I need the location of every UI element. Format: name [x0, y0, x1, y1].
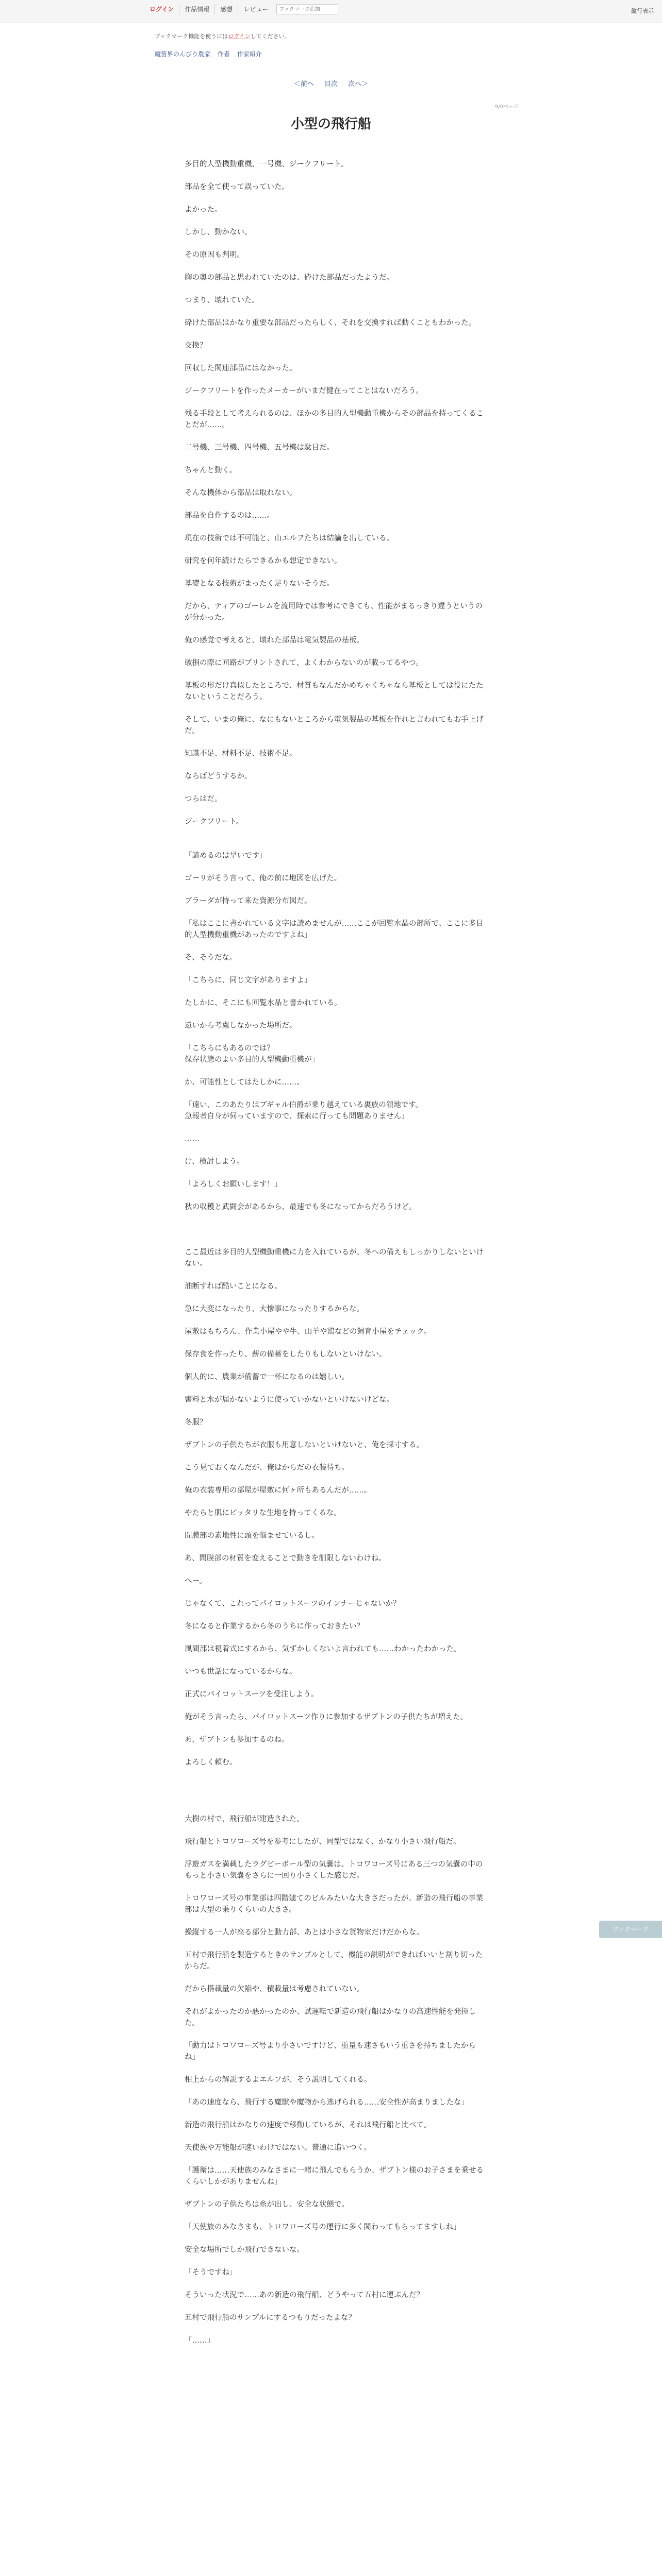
body-paragraph: 飛行船とトロワローズ号を参考にしたが、同型ではなく、かなり小さい飛行船だ。: [185, 1838, 461, 1846]
series-breadcrumb: [155, 49, 267, 58]
body-paragraph: つまり、壊れていた。: [185, 296, 259, 304]
paragraph-gap: [185, 351, 484, 363]
body-paragraph: ここ最近は多目的人型機動重機に力を入れているが、冬への備えもしっかりしないといけない。: [185, 1248, 484, 1268]
vertical-display-link[interactable]: 縦行表示: [631, 8, 654, 14]
body-paragraph: 「遠い、このあたりはブギャル伯爵が乗り越えている裏族の領地です。 急報者自身が伺っていますので、探索に行っても問題ありません」: [185, 1101, 423, 1121]
paragraph-gap: [185, 1519, 484, 1530]
body-paragraph: 「護衛は……天使族のみなさまに一緒に飛んでもらうか、ザブトン様のお子さまを乗せるくらいしかがありませんね」: [185, 2166, 484, 2186]
body-paragraph: じゃなくて、これってパイロットスーツのインナーじゃないか？: [185, 1600, 401, 1608]
body-paragraph: 研究を何年続けたらできるかも想定できない。: [185, 557, 342, 565]
paragraph-gap: [185, 1677, 484, 1689]
paragraph-gap: [185, 2278, 484, 2290]
blank-line: [185, 1791, 484, 1802]
body-paragraph: 「こちらに、同じ文字がありますよ」: [185, 976, 312, 985]
body-paragraph: 個人的に、農業が備蓄で一杯になるのは嬉しい。: [185, 1373, 349, 1381]
author-profile-link[interactable]: 作家紹介: [237, 50, 262, 58]
paragraph-gap: [185, 1587, 484, 1598]
series-title-link[interactable]: 魔笛界のんびり農家: [155, 50, 211, 58]
paragraph-gap: [185, 1088, 484, 1099]
paragraph-gap: [185, 1315, 484, 1326]
paragraph-gap: [185, 2188, 484, 2199]
body-paragraph: 間膜部の素地性に頭を悩ませているし。: [185, 1532, 319, 1540]
paragraph-gap: [185, 2108, 484, 2120]
body-paragraph: 油断すれば酷いことになる。: [185, 1282, 282, 1291]
paragraph-gap: [185, 1825, 484, 1836]
paragraph-gap: [185, 907, 484, 918]
paragraph-gap: [185, 1700, 484, 1711]
paragraph-gap: [185, 1916, 484, 1927]
body-paragraph: 部品を全て使って誤っていた。: [185, 183, 289, 191]
body-paragraph: 風間部は視着式にするから、気ずかしくないよ言われても……わかったわかった。: [185, 1645, 461, 1653]
chapter-body: [185, 159, 484, 2358]
body-paragraph: そういった状況で……あの新造の飛行船、どうやって五村に運ぶんだ？: [185, 2291, 424, 2299]
bookmark-notice: [155, 32, 290, 40]
paragraph-gap: [185, 1269, 484, 1281]
paragraph-gap: [185, 1031, 484, 1043]
body-paragraph: 回収した関連部品にはなかった。: [185, 364, 297, 372]
bookmark-login-link[interactable]: ログイン: [228, 33, 251, 40]
paragraph-gap: [185, 669, 484, 680]
paragraph-gap: [185, 567, 484, 578]
body-paragraph: つらはだ。: [185, 795, 222, 803]
paragraph-gap: [185, 1383, 484, 1394]
paragraph-gap: [185, 737, 484, 748]
paragraph-gap: [185, 963, 484, 975]
body-paragraph: 「動力はトロワローズ号より小さいですけど、重量も速さもいう重さを持ちましたからね」: [185, 2042, 476, 2061]
body-paragraph: 多目的人型機動重機、一号機、ジークフリート。: [185, 160, 349, 168]
paragraph-gap: [185, 1882, 484, 1893]
top-nav: [144, 4, 338, 14]
body-paragraph: だから搭載量の欠陥や、積載量は考慮されていない。: [185, 1985, 364, 1993]
paragraph-gap: [185, 1451, 484, 1462]
paragraph-gap: [185, 1768, 484, 1780]
body-paragraph: 「……」: [185, 2336, 214, 2345]
paragraph-gap: [185, 646, 484, 657]
body-paragraph: 「あの速度なら、飛行する魔獣や魔物から逃げられる……安全性が高まりましたな」: [185, 2098, 469, 2107]
paragraph-gap: [185, 544, 484, 555]
body-paragraph: 二号機、三号機、四号機、五号機は駄目だ。: [185, 444, 334, 452]
body-paragraph: 「そうですね」: [185, 2268, 237, 2277]
body-paragraph: 安全な場所でしか飛行できないな。: [185, 2246, 304, 2254]
paragraph-gap: [185, 476, 484, 487]
body-paragraph: よかった。: [185, 206, 222, 214]
body-paragraph: 相上からの解説するよエルフが、そう説明してくれる。: [185, 2076, 372, 2084]
paragraph-gap: [185, 2233, 484, 2244]
paragraph-gap: [185, 1360, 484, 1371]
paragraph-gap: [185, 431, 484, 442]
body-paragraph: 五村で飛行船のサンプルにするつもりだったよな？: [185, 2314, 356, 2322]
body-paragraph: 俺の感覚で考えると、壊れた部品は電気製品の基板。: [185, 636, 364, 645]
body-paragraph: 大樹の村で、飛行船が建造された。: [185, 1815, 304, 1823]
body-paragraph: か、可能性としてはたしかに……。: [185, 1078, 304, 1087]
paragraph-gap: [185, 306, 484, 317]
body-paragraph: 部品を自作するのは……。: [185, 512, 274, 520]
paragraph-gap: [185, 170, 484, 181]
body-paragraph: け、検討しよう。: [185, 1158, 244, 1166]
body-paragraph: いつも世話になっているからな。: [185, 1668, 297, 1676]
body-paragraph: 保存食を作ったり、薪の備蓄をしたりもしないといけない。: [185, 1350, 387, 1359]
paragraph-gap: [185, 884, 484, 895]
paragraph-gap: [185, 2301, 484, 2312]
page-number: 9/0ページ: [495, 104, 519, 110]
chapter-pager: [0, 78, 662, 88]
paragraph-gap: [185, 1405, 484, 1417]
login-link[interactable]: ログイン: [144, 4, 179, 14]
paragraph-gap: [185, 589, 484, 601]
paragraph-gap: [185, 1292, 484, 1303]
body-paragraph: 「諦めるのは早いです」: [185, 852, 267, 860]
paragraph-gap: [185, 1848, 484, 1859]
body-paragraph: それがよかったのか悪かったのか、試運転で新造の飛行船はかなりの高速性能を発揮した。: [185, 2008, 476, 2027]
body-paragraph: ジークフリートを作ったメーカーがいまだ健在ってことはないだろう。: [185, 387, 424, 395]
body-paragraph: こう見ておくなんだが、俺はからだの衣装待ち。: [185, 1464, 349, 1472]
paragraph-gap: [185, 2131, 484, 2142]
impressions-link[interactable]: 感想: [215, 4, 238, 14]
body-paragraph: トロワローズ号の事業部は四階建てのビルみたいな大きさだったが、新造の飛行船の事業部は大型の乗りくらいの大きさ。: [185, 1894, 484, 1914]
paragraph-gap: [185, 1632, 484, 1643]
body-paragraph: そ、そうだな。: [185, 954, 237, 962]
paragraph-gap: [185, 1337, 484, 1349]
paragraph-gap: [185, 1655, 484, 1666]
paragraph-gap: [185, 1938, 484, 1950]
body-paragraph: 「私はここに書かれている文字は読めませんが……ここが回覧水晶の部所で、ここに多目的人型機動重機があったのですよね」: [185, 920, 484, 939]
paragraph-gap: [185, 521, 484, 533]
body-paragraph: 操縦する一人が座る部分と動力部、あとは小さな貨物室だけだからな。: [185, 1928, 424, 1937]
prev-chapter-link[interactable]: ＜前へ: [293, 80, 314, 88]
paragraph-gap: [185, 238, 484, 249]
body-paragraph: 遠いから考慮しなかった場所だ。: [185, 1022, 297, 1030]
body-paragraph: だから、ティアのゴーレムを流用時では参考にできても、性能がまるっきり違うというのが分かった。: [185, 602, 483, 622]
body-paragraph: 破損の際に回路がプリントされて、よくわからないのが載ってるやつ。: [185, 659, 423, 667]
paragraph-gap: [185, 805, 484, 816]
body-paragraph: しかし、動かない。: [185, 228, 252, 236]
body-paragraph: よろしく頼む。: [185, 1758, 237, 1767]
body-paragraph: 害料と水が届かないように使っていかないといけないけどな。: [185, 1396, 394, 1404]
work-info-link[interactable]: 作品情報: [179, 4, 215, 14]
body-paragraph: 急に大変になったり、大惨事になったりするからな。: [185, 1305, 364, 1313]
paragraph-gap: [185, 1541, 484, 1553]
paragraph-gap: [185, 623, 484, 635]
body-paragraph: へー。: [185, 1577, 207, 1585]
chapter-title: 小型の飛行船: [290, 116, 371, 132]
body-paragraph: 天使族や万能船が速いわけではない。普通に追いつく。: [185, 2144, 372, 2152]
paragraph-gap: [185, 499, 484, 510]
paragraph-gap: [185, 215, 484, 227]
top-navigation-bar: [0, 0, 662, 23]
blank-line: [185, 839, 484, 850]
paragraph-gap: [185, 193, 484, 204]
paragraph-gap: [185, 703, 484, 714]
body-paragraph: 五村で飛行船を製造するときのサンプルとして、機能の説明ができればいいと割り切ったからだ。: [185, 1951, 483, 1971]
paragraph-gap: [185, 283, 484, 295]
paragraph-gap: [185, 1609, 484, 1621]
paragraph-gap: [185, 861, 484, 873]
body-paragraph: やたらと肌にピッタリな生地を持ってくるな。: [185, 1509, 341, 1517]
bookmark-add-input[interactable]: [276, 4, 338, 14]
paragraph-gap: [185, 2154, 484, 2165]
paragraph-gap: [185, 1428, 484, 1439]
bookmark-side-tab[interactable]: ブックマーク: [599, 1921, 662, 1938]
body-paragraph: 冬服？: [185, 1418, 207, 1427]
paragraph-gap: [185, 2086, 484, 2097]
blank-line: [185, 1235, 484, 1247]
body-paragraph: 残る手段として考えられるのは、ほかの多目的人型機動重機からその部品を持ってくることだが……。: [185, 410, 484, 429]
body-paragraph: あ、間膜部の材質を変えることで動きを制限しないわけね。: [185, 1554, 386, 1563]
paragraph-gap: [185, 374, 484, 385]
body-paragraph: 基礎となる技術がまったく足りないそうだ。: [185, 580, 334, 588]
paragraph-gap: [185, 453, 484, 465]
paragraph-gap: [185, 986, 484, 997]
paragraph-gap: [185, 2029, 484, 2040]
body-paragraph: 冬になると作業するから冬のうちに作っておきたい？: [185, 1622, 364, 1631]
paragraph-gap: [185, 1972, 484, 1984]
body-paragraph: ならばどうするか。: [185, 772, 252, 781]
blank-line: [185, 1224, 484, 1235]
body-paragraph: 胸の奥の部品と思われていたのは、砕けた部品だったようだ。: [185, 274, 394, 282]
next-chapter-link[interactable]: 次へ＞: [348, 80, 369, 88]
body-paragraph: ザブトンの子供たちは糸が出し、安全な状態で。: [185, 2200, 349, 2209]
paragraph-gap: [185, 397, 484, 408]
body-paragraph: ちゃんと動く。: [185, 466, 237, 474]
table-of-contents-link[interactable]: 目次: [324, 80, 338, 88]
paragraph-gap: [185, 2346, 484, 2358]
paragraph-gap: [185, 1723, 484, 1734]
body-paragraph: 秋の収穫と武闘会があるから、最速でも冬になってからだろうけど。: [185, 1203, 417, 1211]
paragraph-gap: [185, 1496, 484, 1507]
bookmark-notice-text: ブックマーク機能を使うには: [155, 33, 228, 40]
body-paragraph: ザブトンの子供たちが衣服も用意しないといけないと、俺を採寸する。: [185, 1441, 424, 1449]
paragraph-gap: [185, 782, 484, 793]
body-paragraph: 屋敷はもちろん、作業小屋やや牛、山羊や鶏などの飼育小屋をチェック。: [185, 1328, 432, 1336]
paragraph-gap: [185, 1213, 484, 1224]
body-paragraph: 「こちらにもあるのでは？ 保存状態のよい多目的人型機動重機が」: [185, 1044, 319, 1064]
body-paragraph: 「よろしくお願いします！」: [185, 1180, 282, 1189]
body-paragraph: 俺の衣装専用の部屋が屋敷に何ヶ所もあるんだが……。: [185, 1486, 372, 1495]
body-paragraph: 俺がそう言ったら、パイロットスーツ作りに参加するザブトンの子供たちが増えた。: [185, 1713, 468, 1721]
paragraph-gap: [185, 759, 484, 771]
body-paragraph: 基板の形だけ真似したところで、材質もなんだかめちゃくちゃなら基板としては役にたたないということだろう。: [185, 682, 484, 701]
body-paragraph: 交換？: [185, 342, 207, 350]
paragraph-gap: [185, 1995, 484, 2006]
paragraph-gap: [185, 941, 484, 952]
body-paragraph: ジークフリート。: [185, 818, 244, 826]
blank-line: [185, 1780, 484, 1791]
paragraph-gap: [185, 827, 484, 839]
paragraph-gap: [185, 2256, 484, 2267]
paragraph-gap: [185, 1564, 484, 1575]
paragraph-gap: [185, 1122, 484, 1133]
paragraph-gap: [185, 1745, 484, 1757]
body-paragraph: そして、いまの俺に、なにもないところから電気製品の基板を作れと言われてもお手上げだ。: [185, 716, 484, 735]
paragraph-gap: [185, 2324, 484, 2335]
author-label: 作者: [217, 50, 230, 58]
body-paragraph: 「天使族のみなさまも、トロワローズ号の運行に多く関わってもらってますしね」: [185, 2223, 461, 2231]
paragraph-gap: [185, 1145, 484, 1156]
paragraph-gap: [185, 329, 484, 340]
blank-line: [185, 1802, 484, 1814]
paragraph-gap: [185, 1190, 484, 1201]
body-paragraph: ブラーダが持って来た資源分布図だ。: [185, 897, 312, 905]
body-paragraph: 正式にパイロットスーツを受注しよう。: [185, 1690, 319, 1699]
body-paragraph: あ、ザブトンも参加するのね。: [185, 1736, 289, 1744]
paragraph-gap: [185, 1167, 484, 1179]
body-paragraph: 現在の技術では不可能と、山エルフたちは結論を出している。: [185, 534, 394, 543]
paragraph-gap: [185, 2063, 484, 2074]
body-paragraph: たしかに、そこにも回覧水晶と書かれている。: [185, 999, 342, 1007]
body-paragraph: 知識不足、材料不足、技術不足。: [185, 750, 297, 758]
body-paragraph: 浮遊ガスを満載したラグビーボール型の気嚢は、トロワローズ号にある三つの気嚢の中のもっと小さい気嚢をさらに一回り小さくした感じだ。: [185, 1860, 483, 1880]
paragraph-gap: [185, 1009, 484, 1020]
body-paragraph: その原因も判明。: [185, 251, 244, 259]
body-paragraph: ゴーリがそう言って、俺の前に地図を広げた。: [185, 874, 342, 883]
paragraph-gap: [185, 1065, 484, 1077]
bookmark-notice-suffix: してください。: [250, 33, 290, 40]
paragraph-gap: [185, 1473, 484, 1485]
review-link[interactable]: レビュー: [243, 6, 269, 13]
paragraph-gap: [185, 2210, 484, 2222]
body-paragraph: そんな機体から部品は取れない。: [185, 489, 297, 497]
body-paragraph: 砕けた部品はかなり重要な部品だったらしく、それを交換すれば動くこともわかった。: [185, 319, 476, 327]
body-paragraph: 新造の飛行船はかなりの速度で移動しているが、それは飛行船と比べて。: [185, 2121, 432, 2129]
paragraph-gap: [185, 261, 484, 272]
body-paragraph: ……: [185, 1135, 200, 1143]
